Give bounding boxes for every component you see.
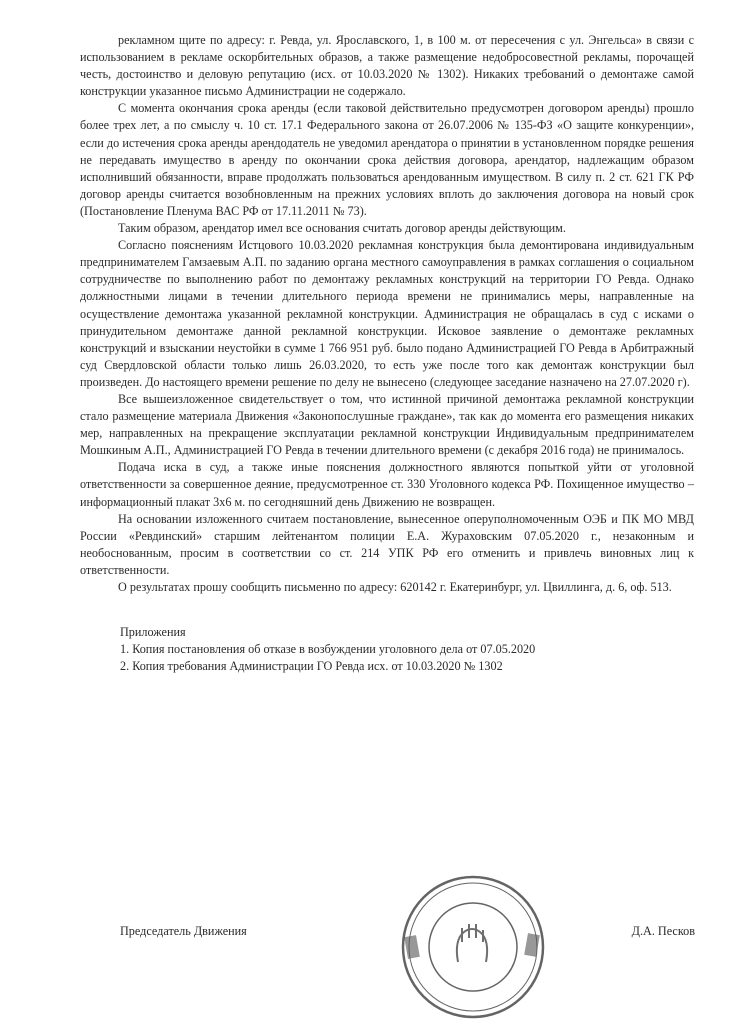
- signatory-name: Д.А. Песков: [631, 924, 695, 938]
- paragraph-2: С момента окончания срока аренды (если таковой действительно предусмотрен договором аренды) прошло более трех лет, а по смыслу ч. 10 ст. 17.1 Федерального закона от 26.07.2006 № 135-ФЗ «О защите конкуренции», если до истечения срока аренды арендодатель не уведомил арендатора о принятии в установленном порядке решения не передавать имущество в аренду по окончании срока действия договора, арендатор, надлежащим образом исполнивший обязанности, вправе продолжать пользоваться арендованным имуществом. В силу п. 2 ст. 621 ГК РФ договор аренды считается возобновленным на прежних условиях вплоть до заключения договора на новый срок (Постановление Пленума ВАС РФ от 17.11.2011 № 73).: [80, 101, 694, 218]
- signature-line: [120, 924, 695, 939]
- signatory-position: Председатель Движения: [120, 924, 247, 938]
- attachments-title: Приложения: [120, 625, 186, 640]
- attachment-item: 1. Копия постановления об отказе в возбуждении уголовного дела от 07.05.2020: [120, 642, 536, 657]
- attachments-list: [120, 641, 694, 675]
- paragraph-8: О результатах прошу сообщить письменно по адресу: 620142 г. Екатеринбург, ул. Цвиллинга, д. 6, оф. 513.: [118, 580, 672, 594]
- paragraph-7: На основании изложенного считаем постановление, вынесенное оперуполномоченным ОЭБ и ПК МО МВД России «Ревдинский» старшим лейтенантом полиции Е.А. Жураховским 07.05.2020 г., незаконным и необоснованным, просим в соответствии со ст. 214 УПК РФ его отменить и привлечь виновных лиц к ответственности.: [80, 511, 694, 577]
- paragraph-6: Подача иска в суд, а также иные пояснения должностного являются попыткой уйти от уголовной ответственности за совершенное деяние, предусмотренное ст. 330 Уголовного кодекса РФ. Похищенное имущество – информационный плакат 3x6 м. по сегодняшний день Движению не возвращен.: [80, 460, 694, 509]
- paragraph-4: Согласно пояснениям Истцового 10.03.2020 рекламная конструкция была демонтирована индивидуальным предпринимателем Гамзаевым А.П. по заданию органа местного самоуправления в рамках соглашения о социальном сотрудничестве по выполнению работ по демонтажу рекламных конструкций на территории ГО Ревда. Однако должностными лицами в течении длительного периода времени не принимались меры, направленные на осуществление демонтажа указанной рекламной конструкции. Администрация не обращалась в суд с исками о принудительном демонтаже данной рекламной конструкции. Исковое заявление о демонтаже рекламных конструкций и взыскании неустойки в сумме 1 766 951 руб. было подано Администрацией ГО Ревда в Арбитражный суд Свердловской области только лишь 26.03.2020, то есть уже после того как демонтаж конструкции был произведен. До настоящего времени решение по делу не вынесено (следующее заседание назначено на 27.07.2020 г).: [80, 238, 694, 389]
- paragraph-1: рекламном щите по адресу: г. Ревда, ул. Ярославского, 1, в 100 м. от пересечения с ул. Энгельса» в связи с использованием в рекламе оскорбительных образов, а также размещение недобросовестной рекламы, порочащей честь, достоинство и деловую репутацию (исх. от 10.03.2020 № 1302). Никаких требований о демонтаже самой конструкции указанное письмо Администрации не содержало.: [80, 33, 694, 99]
- paragraph-5: Все вышеизложенное свидетельствует о том, что истинной причиной демонтажа рекламной конструкции стало размещение материала Движения «Законопослушные граждане», так как до момента его размещения никаких мер, направленных на прекращение эксплуатации рекламной конструкции Индивидуальным предпринимателем Мошкиным А.П., Администрацией ГО Ревда в течении длительного времени (с декабря 2016 года) не принималось.: [80, 391, 694, 458]
- round-seal-stamp: [398, 872, 548, 1022]
- attachment-item: 2. Копия требования Администрации ГО Ревда исх. от 10.03.2020 № 1302: [120, 659, 503, 674]
- attachments-block: [80, 624, 694, 675]
- paragraph-3: Таким образом, арендатор имел все основания считать договор аренды действующим.: [118, 221, 566, 236]
